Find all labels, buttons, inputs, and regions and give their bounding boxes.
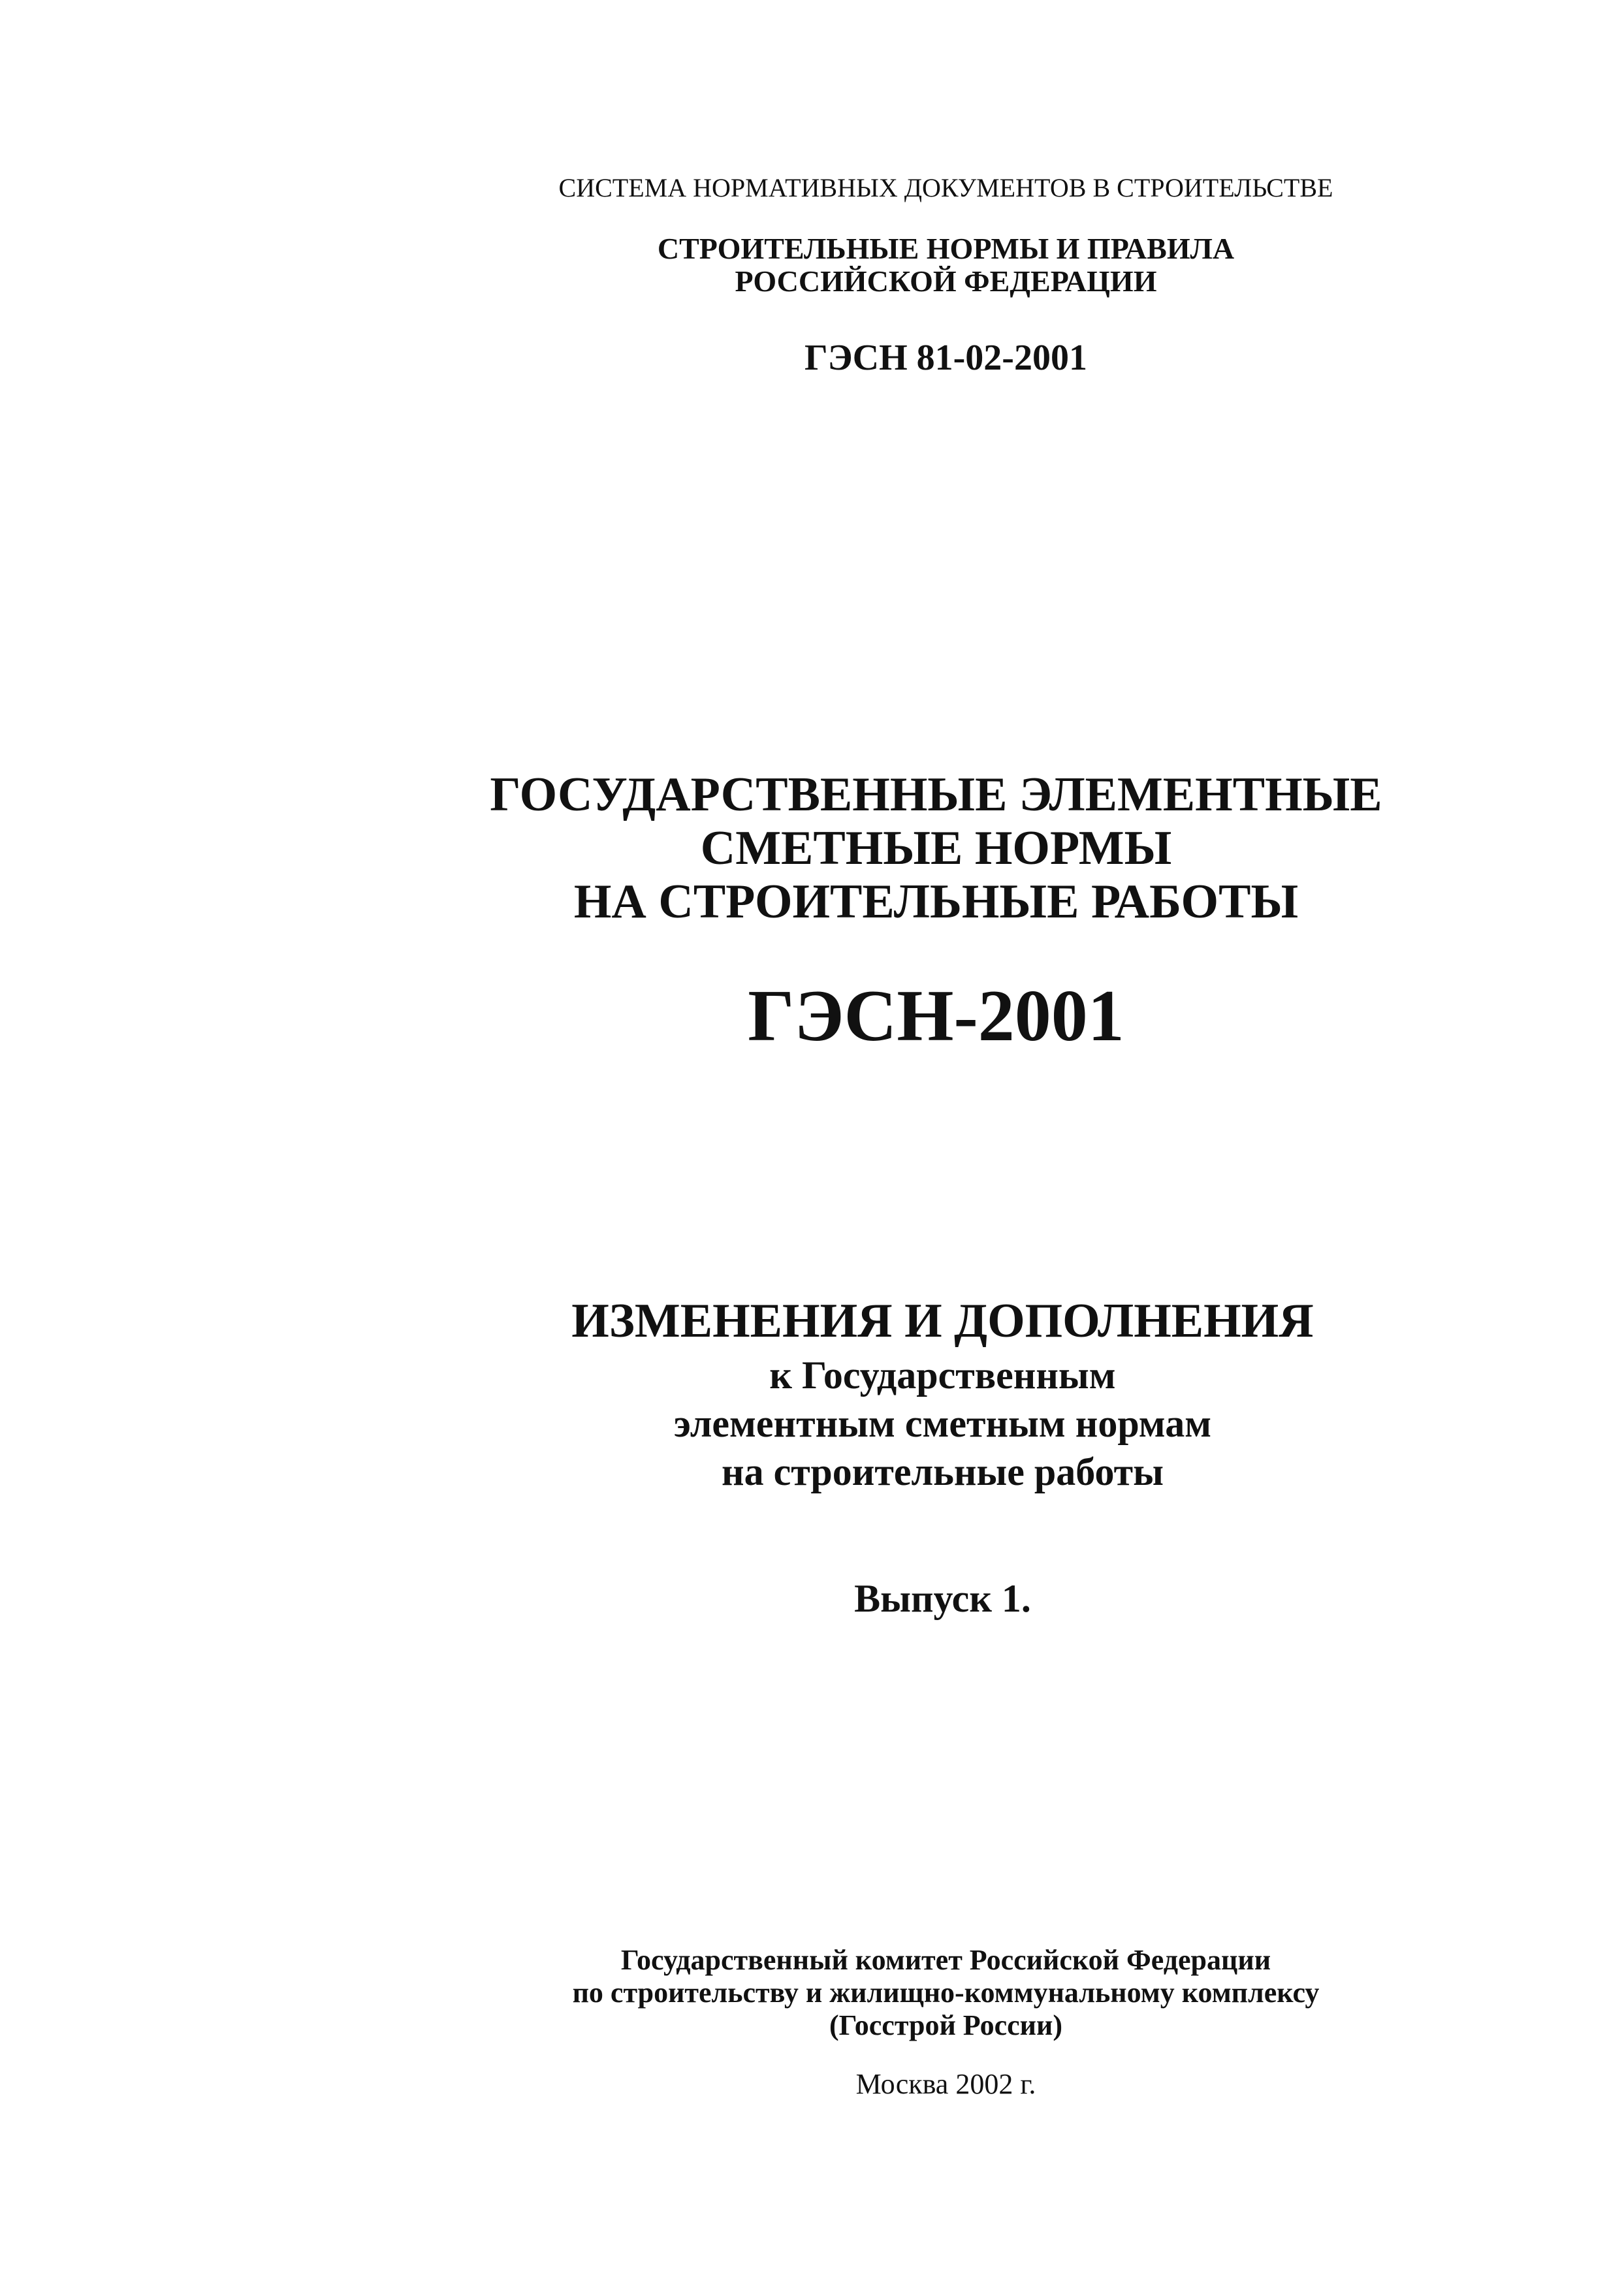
publisher-line3: (Госстрой России) <box>829 2009 1062 2041</box>
document-code: ГЭСН 81-02-2001 <box>804 338 1087 378</box>
main-title-line1: ГОСУДАРСТВЕННЫЕ ЭЛЕМЕНТНЫЕ <box>490 768 1382 821</box>
changes-subtitle-line3: на строительные работы <box>722 1450 1164 1493</box>
publisher-line1: Государственный комитет Российской Федерации <box>620 1944 1271 1976</box>
main-title-short: ГЭСН-2001 <box>748 976 1124 1057</box>
publisher-line2: по строительству и жилищно-коммунальному комплексу <box>572 1977 1320 2009</box>
system-heading: СИСТЕМА НОРМАТИВНЫХ ДОКУМЕНТОВ В СТРОИТЕЛЬСТВЕ <box>558 173 1333 202</box>
changes-subtitle-line1: к Государственным <box>769 1354 1116 1397</box>
city-year: Москва 2002 г. <box>855 2068 1036 2100</box>
main-title-line2: СМЕТНЫЕ НОРМЫ <box>700 821 1172 875</box>
snip-heading-line1: СТРОИТЕЛЬНЫЕ НОРМЫ И ПРАВИЛА <box>657 232 1235 265</box>
issue-number: Выпуск 1. <box>854 1577 1031 1620</box>
changes-title: ИЗМЕНЕНИЯ И ДОПОЛНЕНИЯ <box>571 1294 1314 1348</box>
changes-subtitle-line2: элементным сметным нормам <box>673 1402 1212 1445</box>
main-title-line3: НА СТРОИТЕЛЬНЫЕ РАБОТЫ <box>573 875 1299 929</box>
snip-heading-line2: РОССИЙСКОЙ ФЕДЕРАЦИИ <box>735 264 1157 298</box>
